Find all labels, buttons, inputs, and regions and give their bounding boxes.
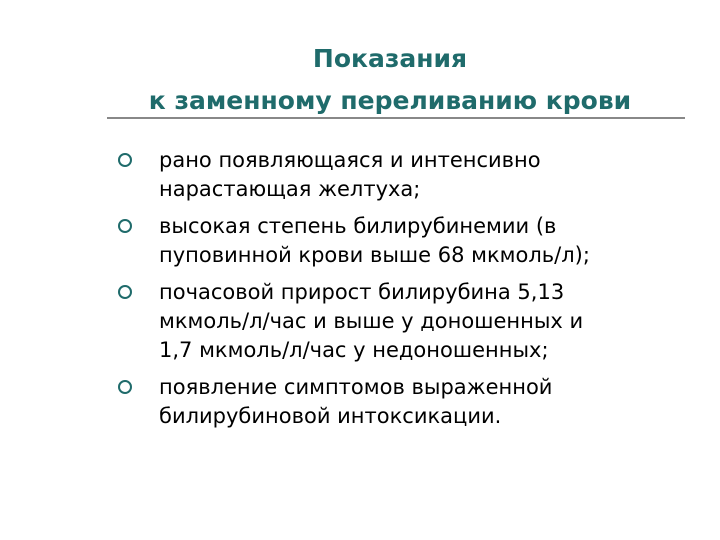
hollow-circle-bullet-icon [118, 153, 132, 167]
list-item [118, 146, 678, 204]
list-item-line: мкмоль/л/час и выше у доношенных и [159, 309, 584, 333]
list-item-line: билирубиновой интоксикации. [159, 404, 502, 428]
hollow-circle-bullet-icon [118, 219, 132, 233]
list-item-line: рано появляющаяся и интенсивно [159, 148, 541, 172]
list-item-text [159, 212, 678, 270]
indications-list [118, 146, 678, 439]
list-item-line: нарастающая желтуха; [159, 177, 421, 201]
list-item [118, 373, 678, 431]
list-item [118, 212, 678, 270]
list-item-line: пуповинной крови выше 68 мкмоль/л); [159, 243, 590, 267]
list-item-text [159, 146, 678, 204]
list-item-line: появление симптомов выраженной [159, 375, 553, 399]
slide-title-line-1: Показания [312, 44, 468, 73]
list-item-line: 1,7 мкмоль/л/час у недоношенных; [159, 338, 549, 362]
slide-title-line-2: к заменному переливанию крови [148, 86, 632, 115]
title-divider [107, 117, 685, 119]
list-item [118, 278, 678, 365]
slide-title [60, 38, 720, 122]
list-item-text [159, 373, 678, 431]
list-item-line: высокая степень билирубинемии (в [159, 214, 557, 238]
list-item-line: почасовой прирост билирубина 5,13 [159, 280, 565, 304]
hollow-circle-bullet-icon [118, 285, 132, 299]
hollow-circle-bullet-icon [118, 380, 132, 394]
list-item-text [159, 278, 678, 365]
